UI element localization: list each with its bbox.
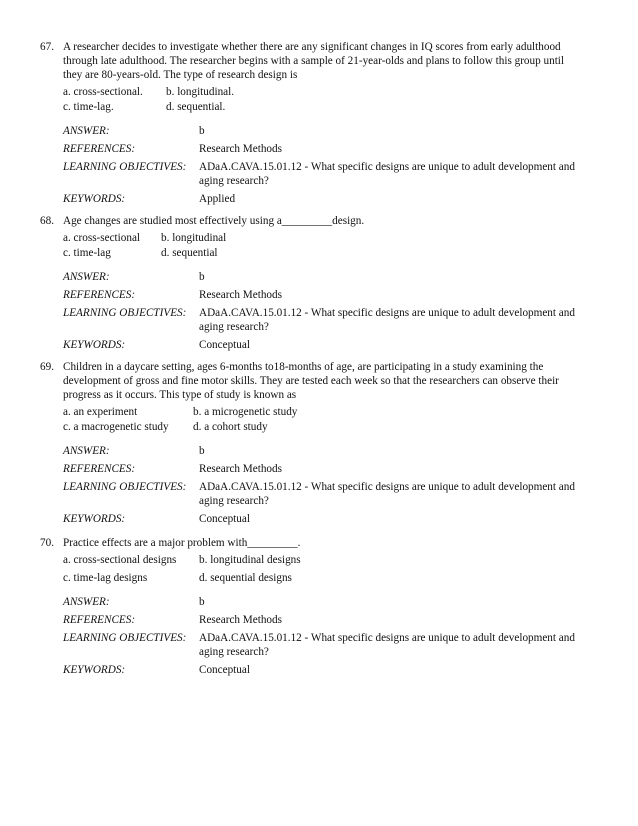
choice-a: a. cross-sectional designs [63, 554, 177, 566]
question-69 [40, 360, 600, 530]
question-stem [40, 360, 600, 402]
keywords-value: Applied [199, 193, 236, 205]
choice-b: b. longitudinal [161, 232, 227, 244]
references-label: REFERENCES: [63, 143, 136, 155]
learning-objectives-label: LEARNING OBJECTIVES: [63, 632, 187, 644]
question-metadata [40, 270, 600, 352]
references-label: REFERENCES: [63, 614, 136, 626]
references-value: Research Methods [199, 143, 282, 155]
answer-value: b [199, 125, 205, 137]
answer-choices [40, 231, 600, 261]
stem-line: Children in a daycare setting, ages 6-months to18-months of age, are participating in a study examining the [63, 361, 544, 373]
answer-value: b [199, 445, 205, 457]
choice-b: b. longitudinal. [166, 86, 235, 98]
stem-line: progress as it occurs. This type of study is known as [63, 389, 297, 401]
stem-line: Practice effects are a major problem with_________. [63, 537, 301, 549]
answer-choices [40, 405, 600, 435]
learning-objectives-label: LEARNING OBJECTIVES: [63, 161, 187, 173]
choice-d: d. sequential [161, 247, 218, 259]
choice-a: a. cross-sectional. [63, 86, 143, 98]
question-67 [40, 40, 600, 210]
references-value: Research Methods [199, 614, 282, 626]
choice-b: b. a microgenetic study [193, 406, 298, 418]
keywords-label: KEYWORDS: [63, 193, 126, 205]
keywords-label: KEYWORDS: [63, 664, 126, 676]
references-label: REFERENCES: [63, 463, 136, 475]
question-number: 69. [40, 361, 54, 373]
learning-objective-line: ADaA.CAVA.15.01.12 - What specific designs are unique to adult development and [199, 161, 575, 173]
choice-d: d. sequential designs [199, 572, 292, 584]
choice-c: c. time-lag. [63, 101, 114, 113]
question-68 [40, 214, 600, 356]
answer-label: ANSWER: [63, 271, 110, 283]
question-70 [40, 536, 600, 681]
references-value: Research Methods [199, 463, 282, 475]
stem-line: Age changes are studied most effectively using a_________design. [63, 215, 365, 227]
keywords-value: Conceptual [199, 339, 250, 351]
learning-objective-line: aging research? [199, 175, 269, 187]
learning-objectives-label: LEARNING OBJECTIVES: [63, 307, 187, 319]
stem-line: A researcher decides to investigate whether there are any significant changes in IQ scores from early adulthood [63, 41, 561, 53]
keywords-value: Conceptual [199, 664, 250, 676]
question-stem [40, 40, 600, 82]
question-metadata [40, 444, 600, 526]
stem-line: development of gross and fine motor skills. They are tested each week so that the researchers can observe their [63, 375, 559, 387]
answer-label: ANSWER: [63, 445, 110, 457]
choice-a: a. cross-sectional [63, 232, 141, 244]
learning-objective-line: ADaA.CAVA.15.01.12 - What specific designs are unique to adult development and [199, 481, 575, 493]
answer-choices [40, 85, 600, 115]
references-value: Research Methods [199, 289, 282, 301]
choice-c: c. time-lag designs [63, 572, 148, 584]
choice-b: b. longitudinal designs [199, 554, 301, 566]
references-label: REFERENCES: [63, 289, 136, 301]
learning-objective-line: ADaA.CAVA.15.01.12 - What specific designs are unique to adult development and [199, 307, 575, 319]
question-number: 70. [40, 537, 54, 549]
learning-objective-line: aging research? [199, 321, 269, 333]
choice-c: c. a macrogenetic study [63, 421, 169, 433]
choice-d: d. sequential. [166, 101, 226, 113]
stem-line: through late adulthood. The researcher begins with a sample of 21-year-olds and plans to follow this group until [63, 55, 565, 67]
question-number: 67. [40, 41, 54, 53]
learning-objectives-label: LEARNING OBJECTIVES: [63, 481, 187, 493]
question-metadata [40, 595, 600, 677]
question-stem [40, 536, 600, 550]
question-number: 68. [40, 215, 54, 227]
keywords-value: Conceptual [199, 513, 250, 525]
choice-d: d. a cohort study [193, 421, 268, 433]
choice-a: a. an experiment [63, 406, 138, 418]
answer-choices [40, 553, 600, 586]
keywords-label: KEYWORDS: [63, 513, 126, 525]
learning-objective-line: aging research? [199, 495, 269, 507]
question-stem [40, 214, 600, 228]
keywords-label: KEYWORDS: [63, 339, 126, 351]
answer-value: b [199, 271, 205, 283]
answer-label: ANSWER: [63, 596, 110, 608]
answer-value: b [199, 596, 205, 608]
learning-objective-line: ADaA.CAVA.15.01.12 - What specific designs are unique to adult development and [199, 632, 575, 644]
learning-objective-line: aging research? [199, 646, 269, 658]
choice-c: c. time-lag [63, 247, 111, 259]
stem-line: they are 80-years-old. The type of research design is [63, 69, 298, 81]
answer-label: ANSWER: [63, 125, 110, 137]
question-metadata [40, 124, 600, 206]
